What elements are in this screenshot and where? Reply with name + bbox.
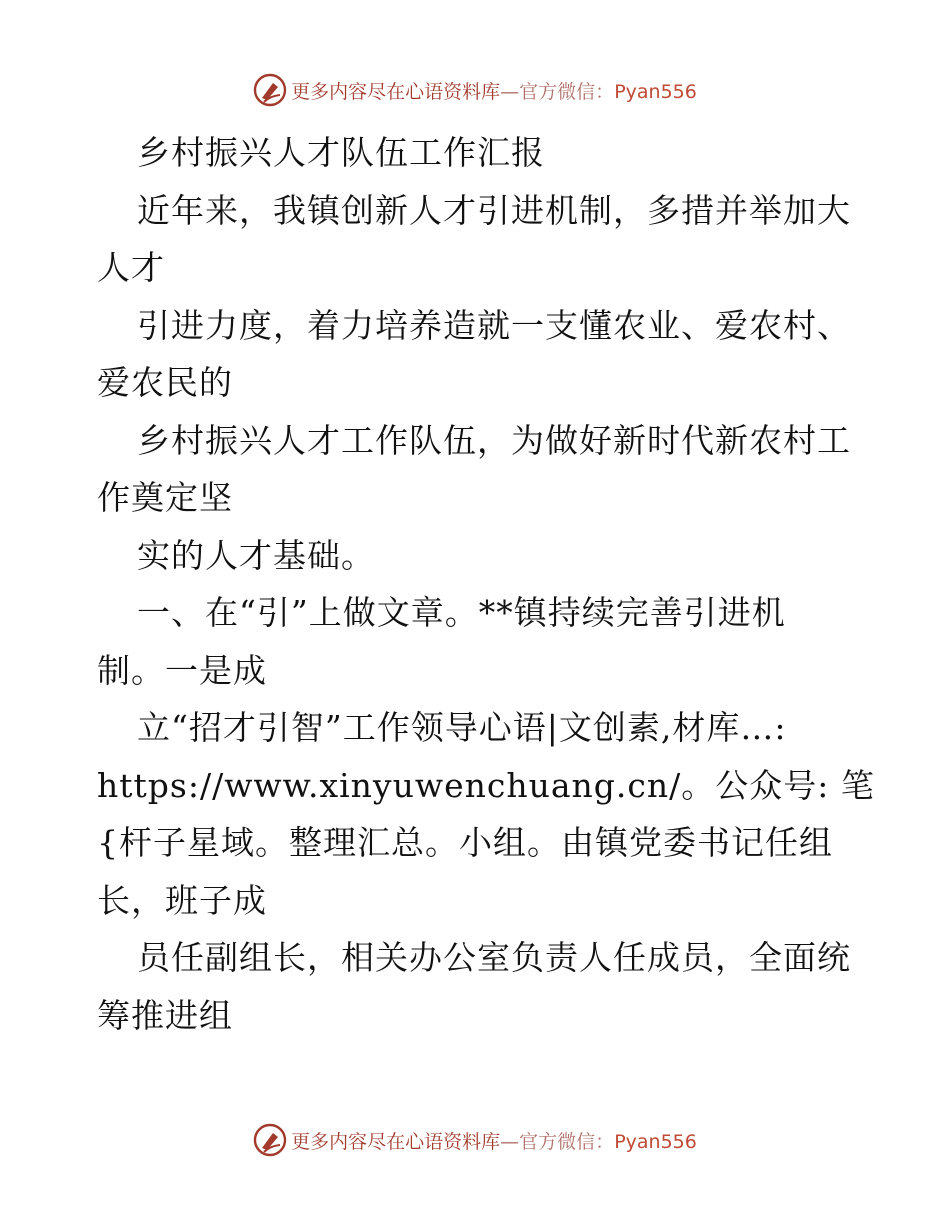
watermark-header (0, 70, 950, 110)
paragraph-line: 乡村振兴人才工作队伍，为做好新时代新农村工 (137, 420, 851, 460)
watermark-wechat-id: Pyan556 (614, 80, 697, 103)
watermark-wechat-label: 官方微信： (519, 1130, 615, 1153)
pen-nib-logo-icon (253, 1123, 287, 1157)
document-title: 乡村振兴人才队伍工作汇报 (137, 133, 545, 172)
watermark-separator: — (500, 80, 520, 103)
watermark-site-text: 更多内容尽在心语资料库 (291, 80, 501, 103)
watermark-wechat-label: 官方微信： (519, 80, 615, 103)
paragraph-line: 立“招才引智”工作领导心语|文创素,材库…: (137, 708, 787, 747)
paragraph-line: 爱农民的 (97, 363, 233, 402)
paragraph-line: 实的人才基础。 (137, 535, 375, 575)
watermark-wechat-id: Pyan556 (614, 1130, 697, 1153)
paragraph-line: 近年来，我镇创新人才引进机制，多措并举加大 (137, 190, 851, 230)
watermark-footer (0, 1120, 950, 1160)
paragraph-line: 制。一是成 (97, 650, 267, 690)
watermark-separator: — (500, 1130, 520, 1153)
paragraph-line: 长，班子成 (97, 880, 267, 920)
paragraph-line: 引进力度，着力培养造就一支懂农业、爱农村、 (137, 305, 851, 345)
paragraph-line: 作奠定坚 (97, 478, 233, 517)
section-heading-line: 一、在“引”上做文章。**镇持续完善引进机 (137, 593, 786, 632)
paragraph-line: 筹推进组 (97, 995, 233, 1035)
paragraph-line: {杆子星域。整理汇总。小组。由镇党委书记任组 (97, 823, 833, 862)
pen-nib-logo-icon (253, 73, 287, 107)
url-line: https://www.xinyuwenchuang.cn/。公众号: 笔 (97, 765, 875, 805)
paragraph-line: 员任副组长，相关办公室负责人任成员，全面统 (137, 938, 851, 977)
document-body (97, 124, 875, 1044)
watermark-site-text: 更多内容尽在心语资料库 (291, 1130, 501, 1153)
paragraph-line: 人才 (97, 248, 165, 287)
